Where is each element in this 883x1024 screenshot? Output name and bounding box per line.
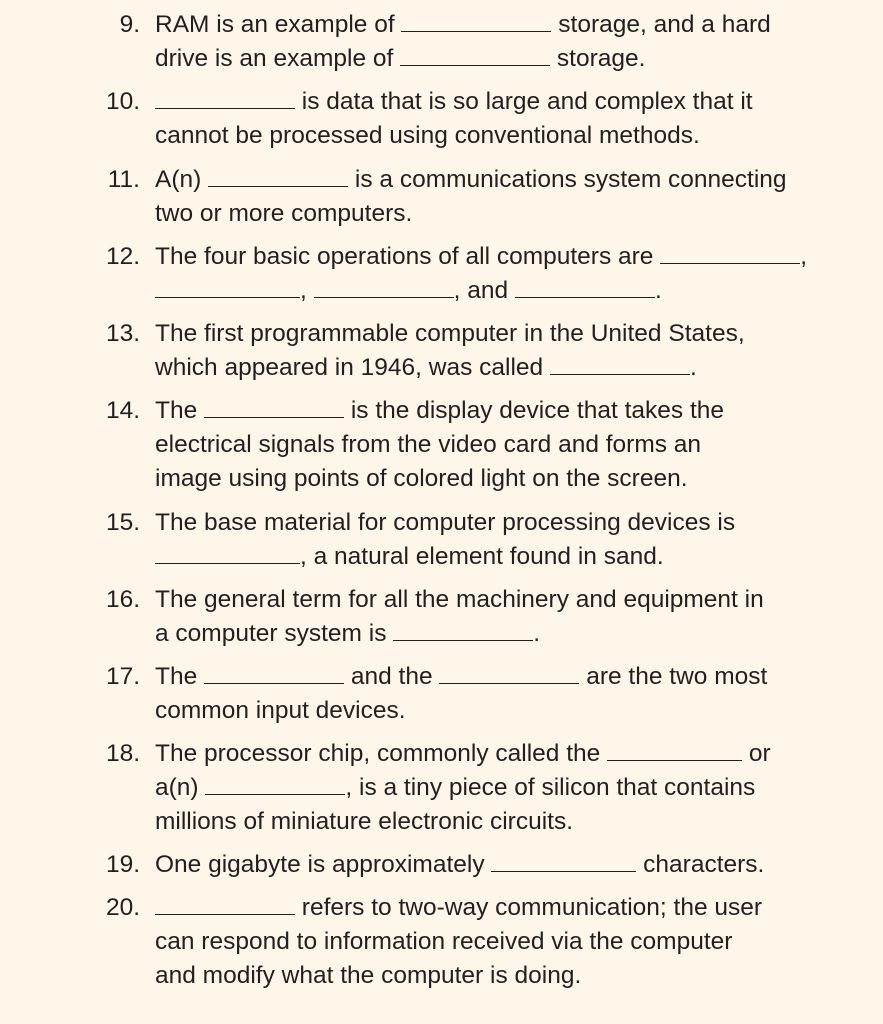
- question-line: electrical signals from the video card and forms an: [155, 431, 702, 458]
- question-line: can respond to information received via the computer: [155, 928, 733, 955]
- question-line: The general term for all the machinery and equipment in: [155, 586, 764, 613]
- answer-blank[interactable]: [491, 856, 636, 872]
- question-number: 15.: [105, 509, 140, 536]
- question-line: A(n) is a communications system connecting: [155, 166, 787, 193]
- question-line: a computer system is .: [155, 620, 541, 647]
- question-line: and modify what the computer is doing.: [155, 962, 582, 989]
- answer-blank[interactable]: [393, 625, 533, 641]
- answer-blank[interactable]: [439, 668, 579, 684]
- question-line: RAM is an example of storage, and a hard: [155, 11, 771, 38]
- question-number: 16.: [105, 586, 140, 613]
- answer-blank[interactable]: [155, 899, 295, 915]
- question-number: 12.: [105, 243, 140, 270]
- question-line: which appeared in 1946, was called .: [155, 354, 697, 381]
- question-number: 13.: [105, 320, 140, 347]
- answer-blank[interactable]: [401, 16, 551, 32]
- question-number: 11.: [107, 166, 140, 193]
- question-line: common input devices.: [155, 697, 406, 724]
- question-line: , , and .: [155, 274, 662, 308]
- question-line: , a natural element found in sand.: [155, 540, 664, 574]
- answer-blank[interactable]: [204, 668, 344, 684]
- answer-blank[interactable]: [515, 282, 655, 298]
- answer-blank[interactable]: [550, 359, 690, 375]
- question-number: 20.: [105, 894, 140, 921]
- question-number: 17.: [105, 663, 140, 690]
- question-line: drive is an example of storage.: [155, 45, 646, 72]
- question-line: refers to two-way communication; the user: [155, 891, 762, 925]
- answer-blank[interactable]: [155, 282, 300, 298]
- answer-blank[interactable]: [607, 745, 742, 761]
- question-number: 14.: [105, 397, 140, 424]
- answer-blank[interactable]: [208, 171, 348, 187]
- question-line: The is the display device that takes the: [155, 397, 724, 424]
- question-line: The processor chip, commonly called the or: [155, 740, 771, 767]
- question-line: The base material for computer processing devices is: [155, 509, 736, 536]
- question-line: millions of miniature electronic circuits.: [155, 808, 573, 835]
- answer-blank[interactable]: [660, 248, 800, 264]
- question-line: a(n) , is a tiny piece of silicon that contains: [155, 774, 756, 801]
- answer-blank[interactable]: [205, 779, 345, 795]
- question-line: One gigabyte is approximately characters.: [155, 851, 765, 878]
- question-number: 19.: [105, 851, 140, 878]
- question-number: 10.: [105, 88, 140, 115]
- answer-blank[interactable]: [314, 282, 454, 298]
- question-number: 9.: [119, 11, 140, 38]
- answer-blank[interactable]: [155, 548, 300, 564]
- question-line: two or more computers.: [155, 200, 413, 227]
- question-line: is data that is so large and complex that it: [155, 85, 753, 119]
- answer-blank[interactable]: [400, 50, 550, 66]
- question-line: cannot be processed using conventional methods.: [155, 122, 700, 149]
- question-line: The first programmable computer in the United States,: [155, 320, 745, 347]
- answer-blank[interactable]: [155, 93, 295, 109]
- question-line: The four basic operations of all computers are ,: [155, 243, 808, 270]
- question-line: image using points of colored light on the screen.: [155, 465, 688, 492]
- answer-blank[interactable]: [204, 402, 344, 418]
- question-number: 18.: [105, 740, 140, 767]
- question-line: The and the are the two most: [155, 663, 768, 690]
